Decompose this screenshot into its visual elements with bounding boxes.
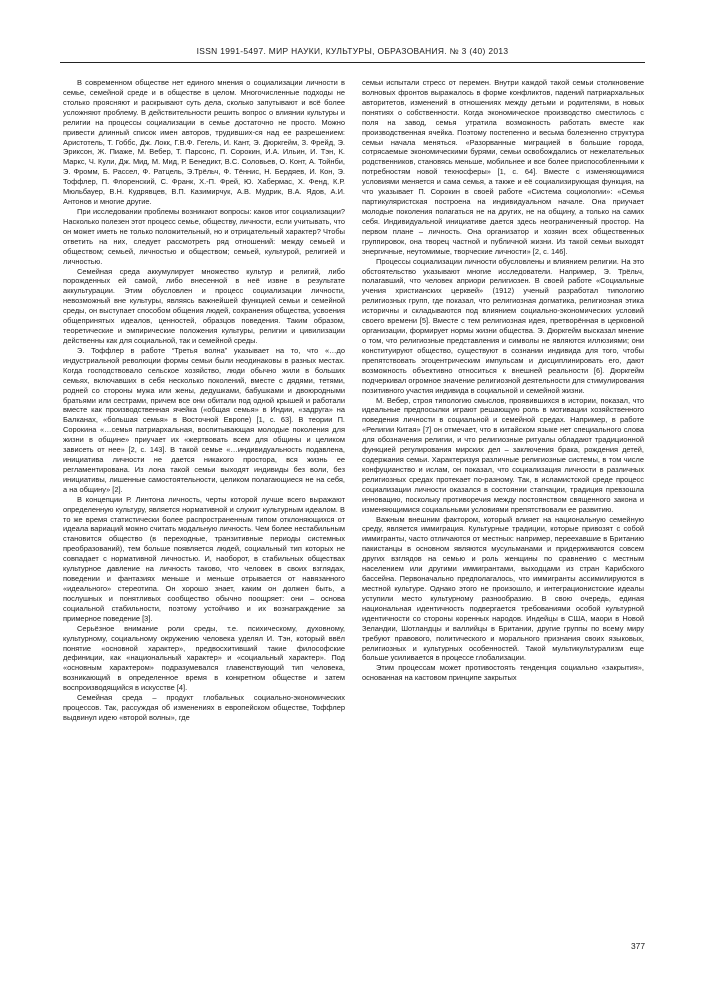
right-column: [362, 78, 644, 928]
paragraph: В концепции Р. Линтона личность, черты которой лучше всего выражают определенную культуру, является нормативной и служит культурным идеалом. В то же время статистически более распространенным типом отклоняющихся от идеала вариаций можно считать модальную личность. Чем более нестабильным становится общество (в переходные, транзитивные периоды системных преобразований), тем больше появляется людей, социальный тип которых не совпадает с нормативной личностью. И, наоборот, в стабильных обществах культурное давление на личность таково, что человек в своих взглядах, поведении и фантазиях меньше и меньше отрывается от навязанного «идеального» стереотипа. Он хорошо знает, каким он должен быть, а послушных и понятливых сообщество обычно поощряет: они – основа социальной стабильности, поэтому устойчиво и их вознаграждение за примерное поведение [3].: [63, 494, 345, 623]
paragraph: В современном обществе нет единого мнения о социализации личности в семье, семейной среде и в обществе в целом. Многочисленные подходы не столько проясняют и раскрывают суть дела, сколько запутывают и всё более усложняют проблему. В действительности решить вопрос о влиянии культуры и религии на процессы социализации в семье достаточно не просто. Можно привести длинный список имен авторов, трудивших-ся над ее разрешением: Аристотель, Т. Гоббс, Дж. Локк, Г.В.Ф. Гегель, И. Кант, Э. Дюркгейм, З. Фрейд, Э. Эриксон, Ж. Пиаже, М. Вебер, Т. Парсонс, П. Сорокин, И.А. Ильин, И. Тэн, К. Маркс, Ч. Кули, Дж. Мид, М. Мид, Р. Бенедикт, В.С. Соловьев, О. Конт, А. Тойнби, Э. Фромм, Б. Рассел, Ф. Ратцель, Э.Трёльч, Ф. Тённис, Н. Бердяев, И. Кон, Э. Тоффлер, П. Флоренский, С. Франк, Х.-П. Фрей, Ю. Хабермас, Х. Фенд, К.Р. Мюльбауер, В.Н. Кудрявцев, В.П. Казимирчук, А.В. Мудрик, В.А. Ядов, А.И. Антонов и многие другие.: [63, 78, 345, 207]
paragraph: Этим процессам может противостоять тенденция социально «закрытия», основанная на кастовом принципе закрытых: [362, 663, 644, 683]
paragraph: М. Вебер, строя типологию смыслов, проявившихся в истории, показал, что идеальные предпосылки играют решающую роль в мотивации хозяйственного поведения личности в социальной и семейной средах. Например, в работе «Религии Китая» [7] он отмечает, что в китайском языке нет специального слова для обозначения религии, и что религиозные ритуалы обладают традиционной функцией регулирования мирских дел – заключения брака, рождения детей, содержания семьи. Характеризуя различные религиозные системы, в том числе конфуцианство и ислам, он показал, что социализация личности в различных религиозных средах протекает по-разному. Так, в исламистской среде процесс социализации личности оказался в состоянии стагнации, традиция превзошла инновацию, поскольку противоречия между постоянством священного закона и изменяющимися социальными условиями препятствовали ее развитию.: [362, 395, 644, 514]
paragraph: Семейная среда – продукт глобальных социально-экономических процессов. Так, рассуждая об изменениях в европейском обществе, Тоффлер выдвинул идею «второй волны», где: [63, 693, 345, 722]
paragraph: Э. Тоффлер в работе “Третья волна” указывает на то, что «…до индустриальной революции формы семьи были неодинаковы в разных местах. Когда господствовало сельское хозяйство, люди обычно жили в больших семьях, включавших в себя несколько поколений, вместе с дядями, тетями, родней со стороны мужа или жены, дедушками, бабушками и двоюродными братьями или сестрами, причем все они обитали под одной крышей и работали вместе как производственная ячейка («общая семья» в Индии, «задруга» на Балканах, «большая семья» в Восточной Европе) [1, с. 63]. В теории П. Сорокина «…семья патриархальная, воспитывающая молодые поколения для жизни в общине» приучает их «жертвовать всем для общины и целиком зависеть от нее» [2, с. 143]. В такой семье «…индивидуальность подавлена, инициатива личности не дается никакого простора, вся жизнь ее регламентирована. Из лона такой семьи выходят индивиды без воли, без инициативы, лишенные самостоятельности, целиком полагающиеся не на себя, а на общину» [2].: [63, 345, 345, 494]
paragraph: При исследовании проблемы возникают вопросы: каков итог социализации? Насколько полезен этот процесс семье, обществу, личности, если учитывать, что он может иметь не только положительный, но и отрицательный характер? Чтобы ответить на них, следует рассмотреть ряд отношений: между семьей и обществом; семьей, личностью и обществом; семьей, культурой, религией и личностью.: [63, 206, 345, 266]
paragraph: Процессы социализации личности обусловлены и влиянием религии. На это обстоятельство указывают многие исследователи. Например, Э. Трёльч, полагавший, что человек априори религиозен. В своей работе «Социальные учения христианских церквей» (1912) ученый разработал типологию религиозных групп, где показал, что религиозная догматика, религиозная этика историчны и складываются под влиянием социально-экономических условий своего времени [5]. Вместе с тем религиозная идея, претворённая в церковной организации, формирует нормы жизни общества. Э. Дюркгейм высказал мнение о том, что религиозные представления и символы не являются иллюзиями; они конституируют общество, существуют в сознании индивида для того, чтобы препятствовать эгоцентрическим импульсам и дисциплинировать его, дают возможность объективно относиться к внешней реальности [6]. Дюркгейм подчеркивал огромное значение религиозной деятельности для стимулирования позитивного участия индивида в социальной и семейной жизни.: [362, 256, 644, 395]
left-column: [63, 78, 345, 928]
journal-header-text: ISSN 1991-5497. МИР НАУКИ, КУЛЬТУРЫ, ОБРАЗОВАНИЯ. № 3 (40) 2013: [196, 46, 509, 56]
paragraph: Семейная среда аккумулирует множество культур и религий, либо порожденных ей самой, либо внесенной в неё извне в результате аккультурации. Этим обусловлен и процесс социализации личности, невозможный вне культуры, являясь важнейшей функцией семьи и семейной среды, он выступает способом общения людей, сохранения общества, усвоения общепринятых идеалов, ценностей, образцов поведения. Таким образом, теоретические и эмпирические положения культуры, религии и цивилизации действенны как для социальной, так и семейной среды.: [63, 266, 345, 345]
journal-header: [60, 44, 645, 63]
paragraph: Важным внешним фактором, который влияет на национальную семейную среду, является иммиграция. Культурные традиции, которые привозят с собой иммигранты, часто отличаются от местных: например, переехавшие в Британию пакистанцы в основном являются мусульманами и придерживаются совсем других взглядов на семью и роль женщины по сравнению с местным населением или другими иммигрантами, выходцами из стран Карибского бассейна. Первоначально предполагалось, что иммигранты ассимилируются в местной культуре. Однако этого не произошло, и интеграционистские идеалы уступили место культурному разнообразию. В свою очередь, единая национальная идентичность подвергается требованиями особой культурной идентичности со стороны коренных народов. Индейцы в США, маори в Новой Зеландии, Шотландцы и валлийцы в Британии, другие группы по всему миру требуют правового, политического и морального признания своих языковых, религиозных и культурных особенностей. Такой мультикультурализм еще больше усиливается в процессе глобализации.: [362, 514, 644, 663]
page-number: 377: [631, 941, 645, 951]
article-body: [63, 78, 644, 928]
paragraph: Серьёзное внимание роли среды, т.е. психическому, духовному, культурному, социальному окружению человека уделял И. Тэн, который ввёл понятие «основной характер», предвосхитивший такие философские дефиниции, как «национальный характер» и «социальный характер». Под «основным характером» подразумевался главенствующий тип человека, возникающий в определенное время в конкретном обществе и затем воспроизводящийся в искусстве [4].: [63, 623, 345, 693]
paragraph: семьи испытали стресс от перемен. Внутри каждой такой семьи столкновение волновых фронтов выражалось в форме конфликтов, падений патриархальных авторитетов, изменений в отношениях между детьми и родителями, в новых понятиях о собственности. Когда экономическое производство сместилось с поля на завод, семья утратила возможность работать вместе как производственная ячейка. Поэтому постепенно и весьма болезненно структура семьи начала меняться. «Разорванные миграцией в большие города, сотрясаемые экономическими бурями, семьи освобождались от нежелательных родственников, становясь меньше, мобильнее и все более приспособленными к потребностям новой техносферы» [1, с. 64]. Вместе с изменяющимися условиями меняется и сама семья, а также и её социализирующая функция, на что указывает П. Сорокин в своей работе «Система социологии»: «Семья партикуляристская построена на индивидуальном начале. Она приучает молодые поколения полагаться не на других, не на общину, а только на самих себя. Индивидуальной инициативе дается здесь неограниченный простор. На первом плане – личность. Она организатор и хозяин всех общественных группировок, она творец частной и публичной жизни. Из такой семьи выходят энергичные, неутомимые, творческие личности» [2, с. 146].: [362, 78, 644, 256]
